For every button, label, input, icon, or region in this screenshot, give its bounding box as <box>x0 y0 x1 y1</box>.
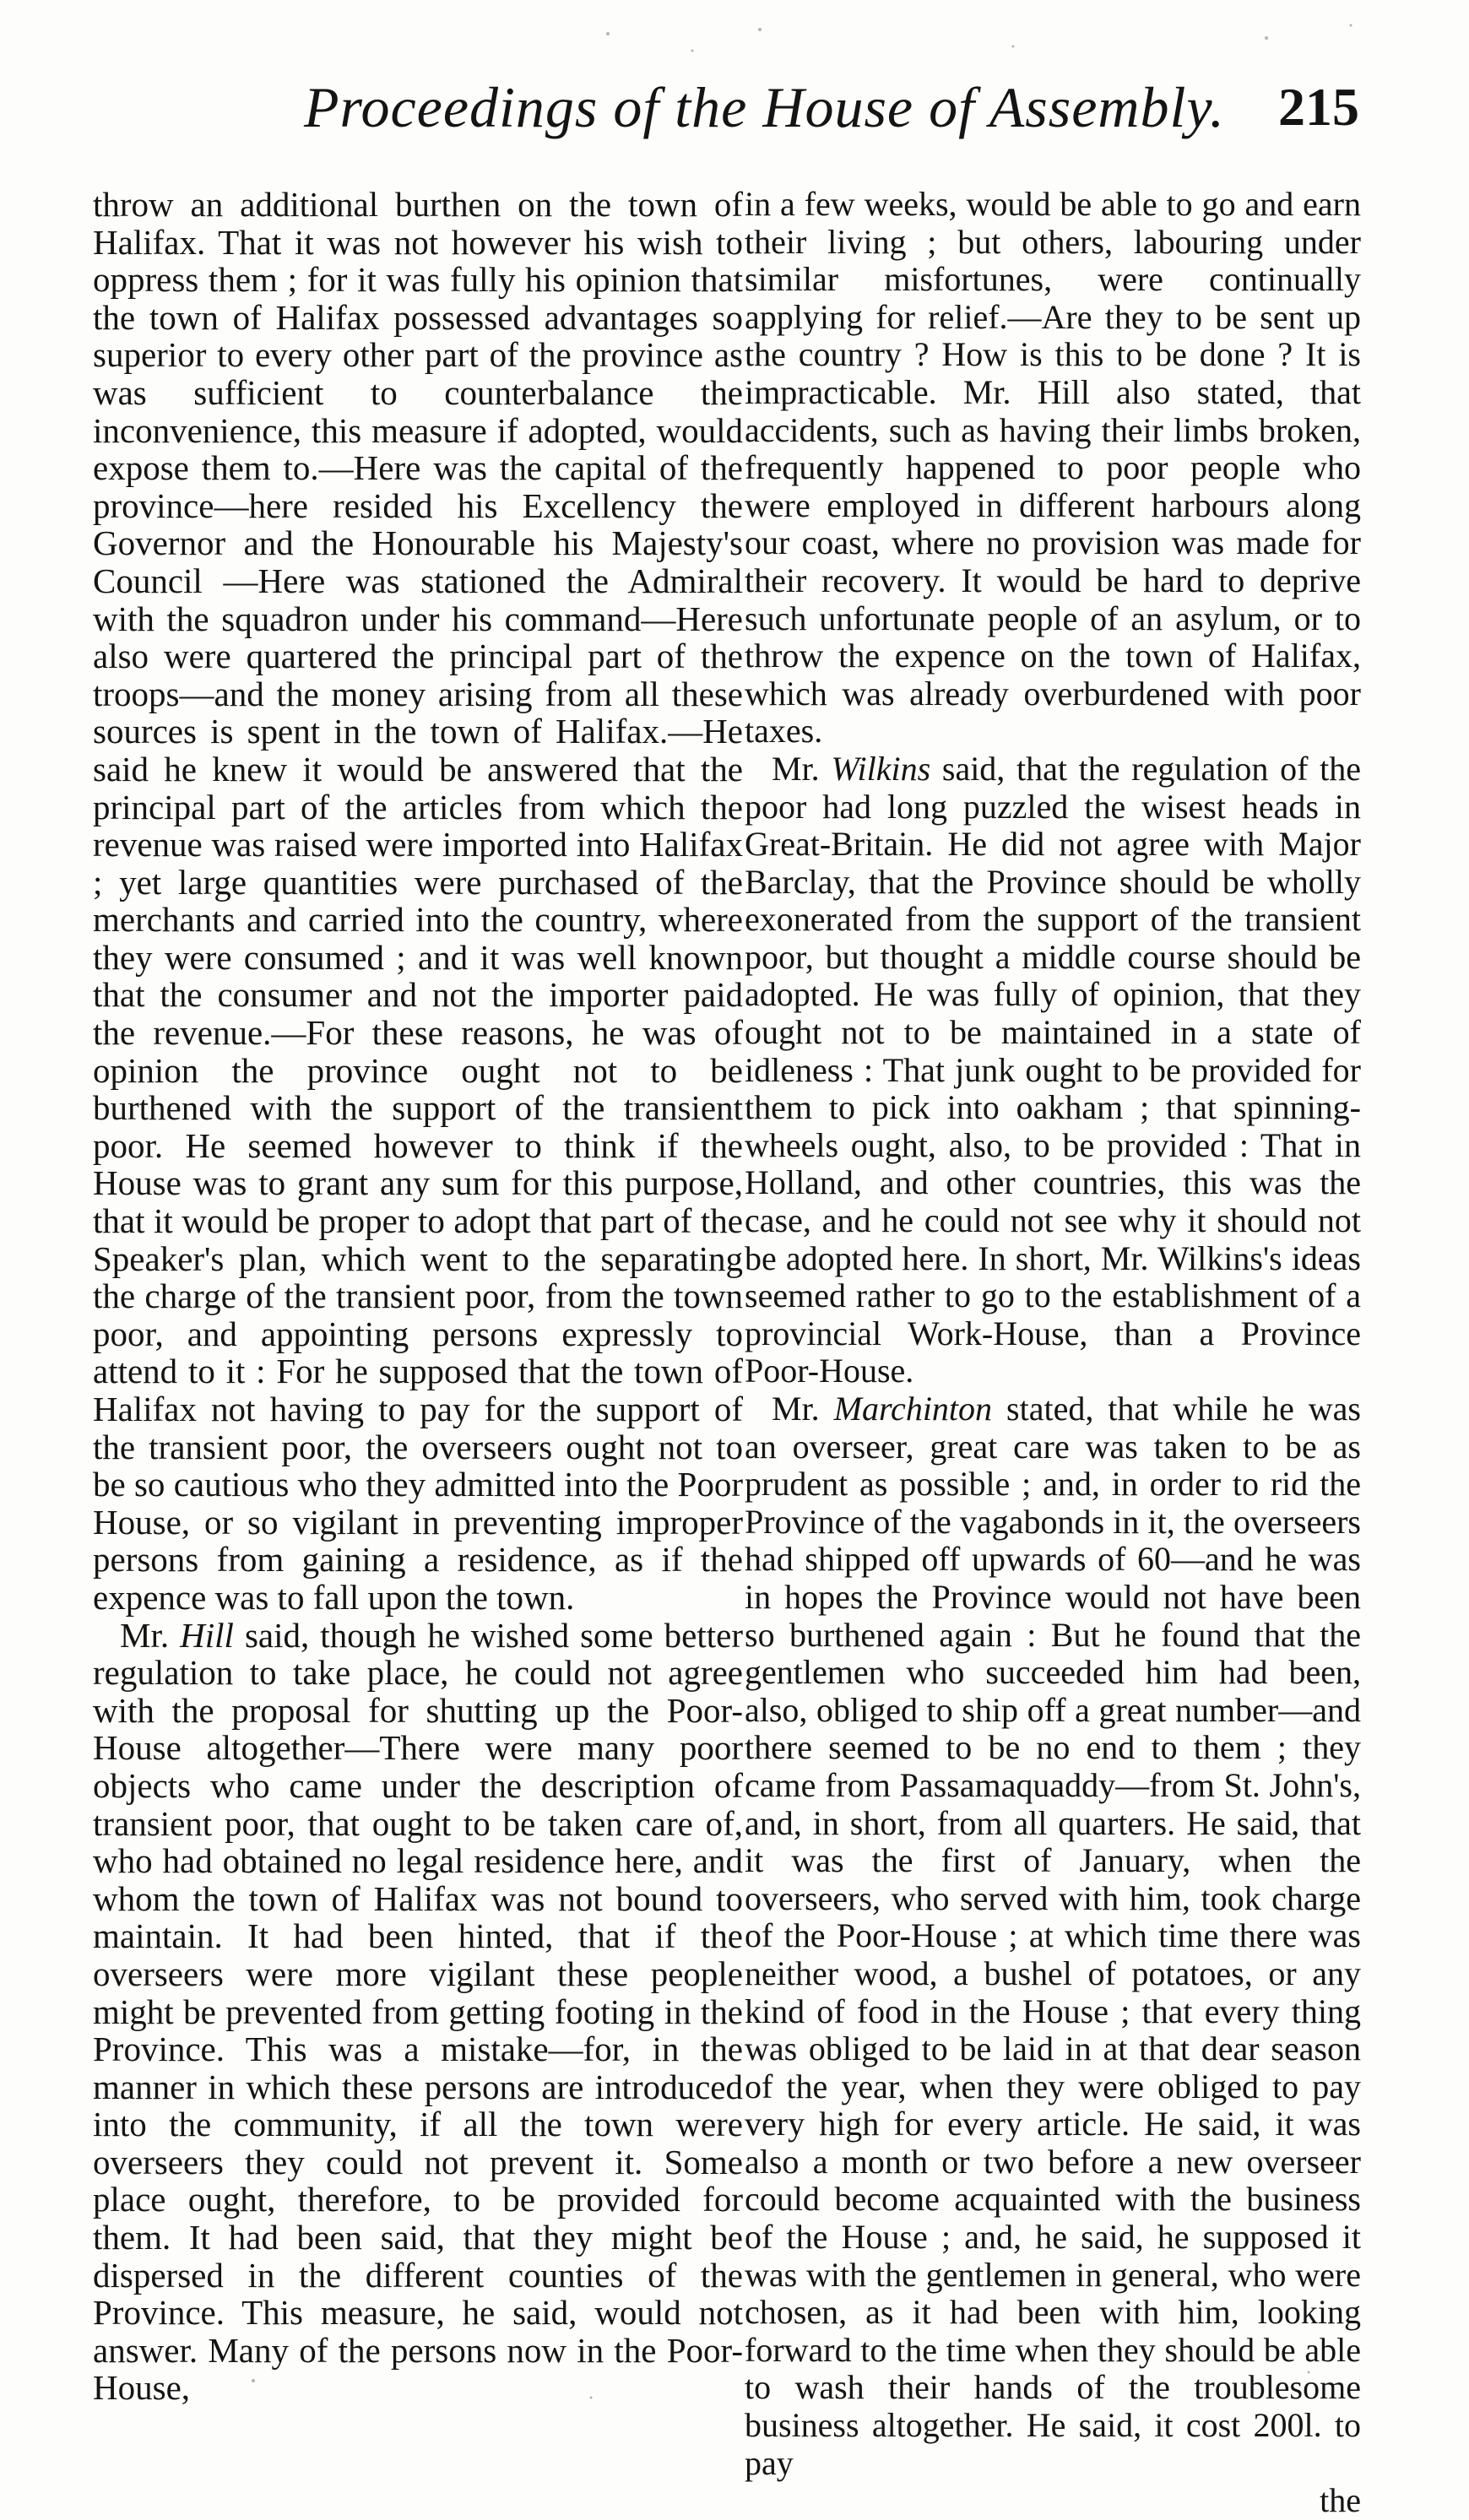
right-paragraph-2 <box>745 751 1361 1390</box>
right-paragraph-3 <box>745 1390 1361 2482</box>
paragraph-text: said, though he wished some better regulation to take place, he could not agree with the proposal for shutting up the Poor-House altogether—There were many poor objects who came under the description of transient poor, that ought to be taken care of, who had obtained no legal residence here, and whom the town of Halifax was not bound to maintain. It had been hinted, that if the overseers were more vigilant these people might be prevented from getting footing in the Province. This was a mistake—for, in the manner in which these persons are introduced into the community, if all the town were overseers they could not prevent it. Some place ought, therefore, to be provided for them. It had been said, that they might be dispersed in the different counties of the Province. This measure, he said, would not answer. Many of the persons now in the Poor-House, <box>93 1615 744 2408</box>
speaker-name: Marchinton <box>833 1390 993 1428</box>
right-paragraph-1: in a few weeks, would be able to go and earn their living ; but others, labouring under similar misfortunes, were continually applying for relief.—Are they to be sent up the country ? How is this to be done ? It is impracticable. Mr. Hill also stated, that accidents, such as having their limbs broken, frequently happened to poor people who were employed in different harbours along our coast, where no provision was made for their recovery. It would be hard to deprive such unfortunate people of an asylum, or to throw the expence on the town of Halifax, which was already overburdened with poor taxes. <box>745 185 1361 751</box>
paragraph-text: said, that the regulation of the poor had long puzzled the wisest heads in Great-Britain. He did not agree with Major Barclay, that the Province should be wholly exonerated from the support of the transient poor, but thought a middle course should be adopted. He was fully of opinion, that they ought not to be maintained in a state of idleness : That junk ought to be provided for them to pick into oakham ; that spinning-wheels ought, also, to be provided : That in Holland, and other countries, this was the case, and he could not see why it should not be adopted here. In short, Mr. Wilkins's ideas seemed rather to go to the establishment of a provincial Work-House, than a Province Poor-House. <box>745 749 1362 1390</box>
catchword: the <box>1320 2481 1361 2520</box>
speaker-name: Wilkins <box>831 749 931 788</box>
paragraph-text: stated, that while he was an overseer, great care was taken to be as prudent as possible ; and, in order to rid the Province of the vagabonds in it, the overseers had shipped off upwards of 60—and he was in hopes the Province would not have been so burthened again : But he found that the gentlemen who succeeded him had been, also, obliged to ship off a great number—and there seemed to be no end to them ; they came from Passamaquaddy—from St. John's, and, in short, from all quarters. He said, that it was the first of January, when the overseers, who served with him, took charge of the Poor-House ; at which time there was neither wood, a bushel of potatoes, or any kind of food in the House ; that every thing was obliged to be laid in at that dear season of the year, when they were obliged to pay very high for every article. He said, it was also a month or two before a new overseer could become acquainted with the business of the House ; and, he said, he supposed it was with the gentlemen in general, who were chosen, as it had been with him, looking forward to the time when they should be able to wash their hands of the troublesome business altogether. He said, it cost 200l. to pay <box>745 1390 1361 2482</box>
speaker-prefix: Mr. <box>772 749 820 788</box>
left-column <box>93 186 743 2407</box>
left-paragraph-2 <box>93 1617 743 2407</box>
page-number: 215 <box>1278 77 1359 137</box>
speaker-name: Hill <box>180 1615 234 1655</box>
running-title: Proceedings of the House of Assembly. <box>304 75 1225 139</box>
speaker-prefix: Mr. <box>772 1390 820 1428</box>
speaker-prefix: Mr. <box>120 1615 170 1655</box>
right-column <box>745 186 1361 2520</box>
left-paragraph-1: throw an additional burthen on the town of Halifax. That it was not however his wish to oppress them ; for it was fully his opinion that the town of Halifax possessed advantages so superior to every other part of the province as was sufficient to counterbalance the inconvenience, this measure if adopted, would expose them to.—Here was the capital of the province—here resided his Excellency the Governor and the Honourable his Majesty's Council —Here was stationed the Admiral with the squadron under his command—Here also were quartered the principal part of the troops—and the money arising from all these sources is spent in the town of Halifax.—He said he knew it would be answered that the principal part of the articles from which the revenue was raised were imported into Halifax ; yet large quantities were purchased of the merchants and carried into the country, where they were consumed ; and it was well known that the consumer and not the importer paid the revenue.—For these reasons, he was of opinion the province ought not to be burthened with the support of the transient poor. He seemed however to think if the House was to grant any sum for this purpose, that it would be proper to adopt that part of the Speaker's plan, which went to the separating the charge of the transient poor, from the town poor, and appointing persons expressly to attend to it : For he supposed that the town of Halifax not having to pay for the support of the transient poor, the overseers ought not to be so cautious who they admitted into the Poor House, or so vigilant in preventing improper persons from gaining a residence, as if the expence was to fall upon the town. <box>93 185 743 1617</box>
page-header <box>304 66 1393 150</box>
